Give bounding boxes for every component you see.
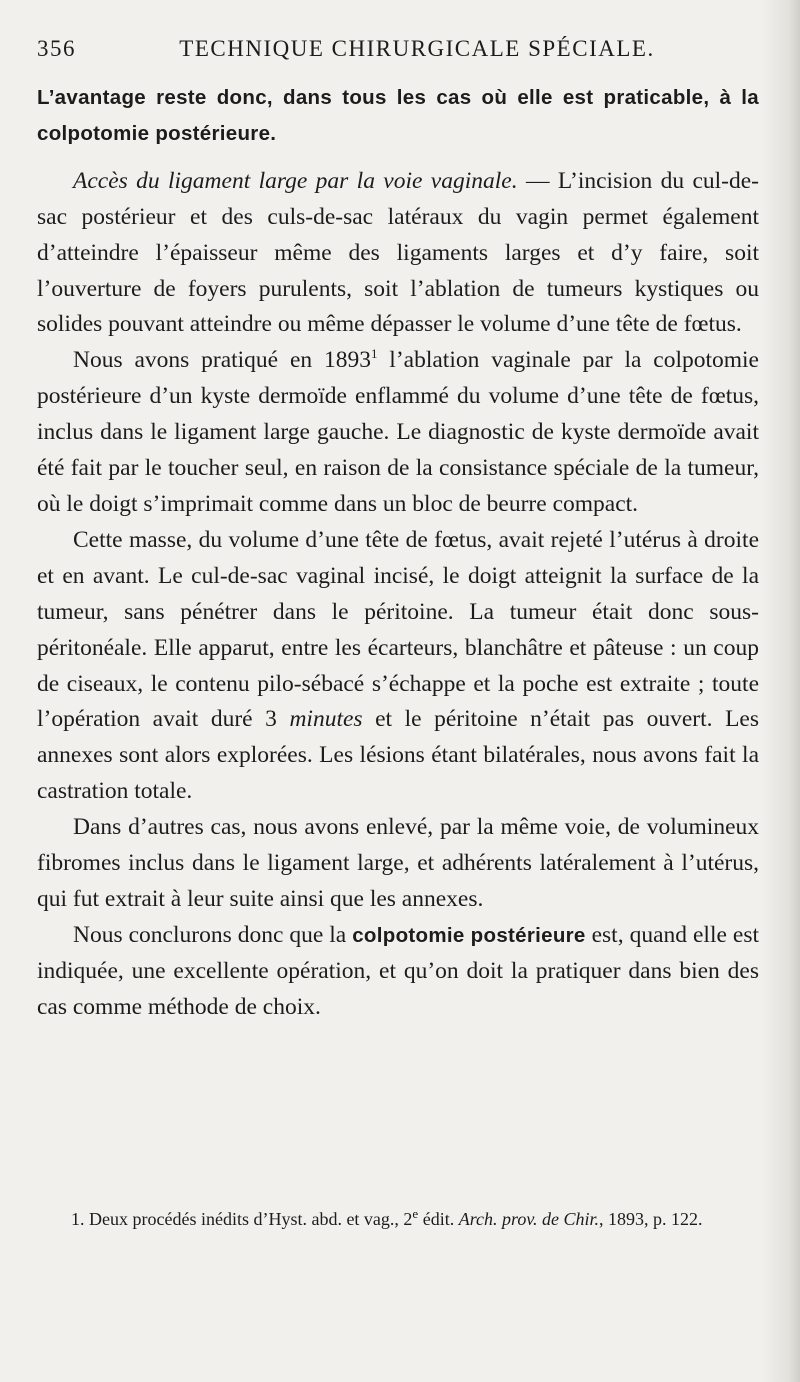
- paragraph-6: [37, 918, 759, 1026]
- paragraph-4-text-b: et le péritoine n’était pas ouvert. Les annexes sont alors explorées. Les lésions étant bilatérales, nous avons fait la castration totale.: [37, 706, 759, 805]
- footnote-journal: Arch. prov. de Chir.: [458, 1209, 600, 1229]
- paragraph-4-italic: minutes: [289, 706, 363, 733]
- section-heading: Accès du ligament large par la voie vaginale.: [73, 167, 518, 194]
- body-text: [37, 80, 759, 1026]
- page-header: [37, 30, 757, 70]
- paragraph-3: [37, 343, 759, 523]
- footnote-ref: 1: [370, 346, 378, 362]
- running-title: TECHNIQUE CHIRURGICALE SPÉCIALE.: [179, 36, 655, 61]
- footnote-number: 1.: [71, 1209, 85, 1229]
- paragraph-6-bold: colpotomie postérieure: [352, 923, 586, 947]
- paragraph-6-text-b: est, quand elle est indiquée, une excellente opération, et qu’on doit la pratiquer dans bien des cas comme méthode de choix.: [37, 921, 759, 1020]
- paragraph-6-text-a: Nous conclurons donc que la: [73, 921, 353, 948]
- footnote-text-b: édit.: [418, 1209, 459, 1229]
- paragraph-1: L’avantage reste donc, dans tous les cas où elle est praticable, à la colpotomie postérieure.: [37, 86, 759, 145]
- paragraph-2: [37, 164, 759, 344]
- footnote-text-c: , 1893, p. 122.: [599, 1209, 703, 1229]
- page-number: 356: [37, 36, 76, 61]
- page-edge-shadow: [762, 0, 800, 1382]
- paragraph-4-text-a: Cette masse, du volume d’une tête de fœtus, avait rejeté l’utérus à droite et en avant. Le cul-de-sac vaginal incisé, le doigt atteignit la surface de la tumeur, sans pénétrer dans le péritoine. La tumeur était donc sous-péritonéale. Elle apparut, entre les écarteurs, blanchâtre et pâteuse : un coup de ciseaux, le contenu pilo-sébacé s’échappe et la poche est extraite ; toute l’opération avait duré 3: [37, 526, 759, 733]
- paragraph-3-text-b: l’ablation vaginale par la colpotomie postérieure d’un kyste dermoïde enflammé du volume d’une tête de fœtus, inclus dans le ligament large gauche. Le diagnostic de kyste dermoïde avait été fait par le toucher seul, en raison de la consistance spéciale de la tumeur, où le doigt s’imprimait comme dans un bloc de beurre compact.: [37, 347, 759, 517]
- footnote-superscript: e: [412, 1206, 419, 1221]
- paragraph-3-text-a: Nous avons pratiqué en 1893: [73, 347, 371, 374]
- footnote-text-a: Deux procédés inédits d’Hyst. abd. et vag., 2: [84, 1209, 413, 1229]
- paragraph-4: [37, 523, 759, 810]
- paragraph-5: Dans d’autres cas, nous avons enlevé, par la même voie, de volumineux fibromes inclus dans le ligament large, et adhérents latéralement à l’utérus, qui fut extrait à leur suite ainsi que les annexes.: [37, 814, 759, 912]
- paragraph-2-text: — L’incision du cul-de-sac postérieur et des culs-de-sac latéraux du vagin permet également d’atteindre l’épaisseur même des ligaments larges et d’y faire, soit l’ouverture de foyers purulents, soit l’ablation de tumeurs kystiques ou solides pouvant atteindre ou même dépasser le volume d’une tête de fœtus.: [37, 167, 760, 338]
- footnote: [47, 1205, 775, 1233]
